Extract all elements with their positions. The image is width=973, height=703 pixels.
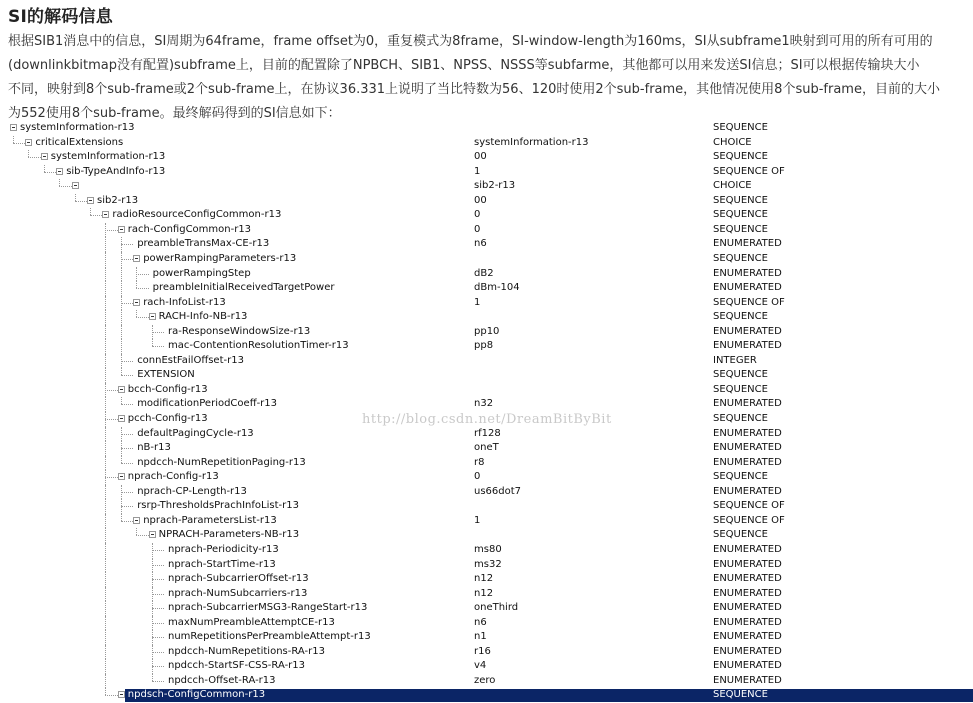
tree-node-name: EXTENSION xyxy=(137,369,195,381)
tree-row[interactable] xyxy=(0,237,973,252)
tree-guide-line xyxy=(105,456,106,471)
tree-row[interactable] xyxy=(0,121,973,136)
tree-branch-line xyxy=(28,157,40,158)
tree-branch-line xyxy=(105,695,117,696)
tree-node-name: nprach-SubcarrierOffset-r13 xyxy=(168,573,309,585)
tree-row[interactable] xyxy=(0,427,973,442)
tree-node-type: SEQUENCE xyxy=(713,151,768,163)
tree-guide-line xyxy=(152,674,153,681)
tree-guide-line xyxy=(105,485,106,500)
tree-node-value: 1 xyxy=(474,514,481,526)
tree-row[interactable] xyxy=(0,514,973,529)
collapse-toggle-icon[interactable] xyxy=(102,211,109,218)
tree-branch-line xyxy=(121,244,133,245)
tree-branch-line xyxy=(121,434,133,435)
tree-guide-line xyxy=(105,558,106,573)
tree-node-type: ENUMERATED xyxy=(713,485,782,497)
tree-branch-line xyxy=(105,230,117,231)
tree-branch-line xyxy=(121,303,133,304)
paragraph-line: (downlinkbitmap没有配置)subframe上，目前的配置除了NPBCH、SIB1、NPSS、NSSS等subfarme，其他都可以用来发送SI信息；SI可以根据传输块大小 xyxy=(8,58,920,73)
tree-node-value: sib2-r13 xyxy=(474,180,516,192)
tree-row[interactable] xyxy=(0,688,973,703)
tree-row[interactable] xyxy=(0,383,973,398)
tree-guide-line xyxy=(13,136,14,143)
page-title: SI的解码信息 xyxy=(8,7,113,27)
tree-row[interactable] xyxy=(0,223,973,238)
tree-branch-line xyxy=(121,259,133,260)
tree-branch-line xyxy=(152,332,164,333)
tree-node-value: 0 xyxy=(474,223,481,235)
tree-node-value: n32 xyxy=(474,398,494,410)
tree-node-name: sib2-r13 xyxy=(97,194,139,206)
tree-node-type: ENUMERATED xyxy=(713,573,782,585)
tree-guide-line xyxy=(105,237,106,252)
tree-node-type: ENUMERATED xyxy=(713,427,782,439)
tree-node-value: n12 xyxy=(474,587,494,599)
tree-branch-line xyxy=(13,143,25,144)
paragraph-line: 根据SIB1消息中的信息，SI周期为64frame，frame offset为0，重复模式为8frame，SI-window-length为160ms，SI从subframe1映射到可用的所有可用的 xyxy=(8,34,933,49)
tree-node-name: systemInformation-r13 xyxy=(20,122,135,133)
tree-node-name: powerRampingParameters-r13 xyxy=(143,252,297,264)
tree-node-value: oneT xyxy=(474,442,499,454)
tree-branch-line xyxy=(136,317,148,318)
tree-branch-line xyxy=(121,506,133,507)
tree-node-value: n6 xyxy=(474,238,487,250)
tree-node-name: ra-ResponseWindowSize-r13 xyxy=(168,325,311,337)
tree-node-name: radioResourceConfigCommon-r13 xyxy=(112,209,282,221)
collapse-toggle-icon[interactable] xyxy=(118,691,125,698)
tree-node-name: preambleTransMax-CE-r13 xyxy=(137,238,270,250)
tree-guide-line xyxy=(105,354,106,369)
tree-node-name: nB-r13 xyxy=(137,442,171,454)
tree-branch-line xyxy=(152,637,164,638)
tree-node-name: defaultPagingCycle-r13 xyxy=(137,427,254,439)
tree-guide-line xyxy=(121,397,122,404)
tree-branch-line xyxy=(152,346,164,347)
tree-node-name: npdsch-ConfigCommon-r13 xyxy=(127,689,266,701)
tree-guide-line xyxy=(44,165,45,172)
tree-guide-line xyxy=(105,310,106,325)
tree-node-value: 00 xyxy=(474,151,487,163)
tree-node-type: ENUMERATED xyxy=(713,543,782,555)
tree-guide-line xyxy=(121,310,122,325)
tree-node-type: ENUMERATED xyxy=(713,325,782,337)
tree-node-type: ENUMERATED xyxy=(713,282,782,294)
collapse-toggle-icon[interactable] xyxy=(56,168,63,175)
tree-guide-line xyxy=(121,267,122,282)
tree-node-type: CHOICE xyxy=(713,136,752,148)
tree-node-name: nprach-Config-r13 xyxy=(127,471,219,483)
tree-node-type: ENUMERATED xyxy=(713,587,782,599)
tree-node-value: zero xyxy=(474,674,496,686)
tree-node-type: SEQUENCE xyxy=(713,223,768,235)
tree-branch-line xyxy=(121,448,133,449)
tree-row[interactable] xyxy=(0,179,973,194)
tree-row[interactable] xyxy=(0,601,973,616)
tree-guide-line xyxy=(121,514,122,521)
collapse-toggle-icon[interactable] xyxy=(133,255,140,262)
tree-guide-line xyxy=(59,179,60,186)
paragraph-line: 为552使用8个sub-frame。最终解码得到的SI信息如下： xyxy=(8,106,341,121)
tree-guide-line xyxy=(105,427,106,442)
tree-node-name: numRepetitionsPerPreambleAttempt-r13 xyxy=(168,631,371,643)
tree-branch-line xyxy=(136,535,148,536)
tree-branch-line xyxy=(105,477,117,478)
collapse-toggle-icon[interactable] xyxy=(118,386,125,393)
tree-row[interactable] xyxy=(0,325,973,340)
watermark: http://blog.csdn.net/DreamBitByBit xyxy=(362,412,612,427)
tree-row[interactable] xyxy=(0,616,973,631)
tree-node-name: nprach-ParametersList-r13 xyxy=(143,514,277,526)
tree-node-type: SEQUENCE xyxy=(713,194,768,206)
tree-row[interactable] xyxy=(0,528,973,543)
collapse-toggle-icon[interactable] xyxy=(133,299,140,306)
tree-node-type: SEQUENCE OF xyxy=(713,514,785,526)
tree-node-type: ENUMERATED xyxy=(713,631,782,643)
tree-node-type: SEQUENCE OF xyxy=(713,296,785,308)
tree-row[interactable] xyxy=(0,397,973,412)
tree-node-value: 00 xyxy=(474,194,487,206)
tree-branch-line xyxy=(152,550,164,551)
tree-branch-line xyxy=(75,201,87,202)
tree-row[interactable] xyxy=(0,354,973,369)
tree-node-type: ENUMERATED xyxy=(713,674,782,686)
tree-branch-line xyxy=(152,565,164,566)
tree-node-name: modificationPeriodCoeff-r13 xyxy=(137,398,278,410)
tree-branch-line xyxy=(152,666,164,667)
tree-node-value: pp8 xyxy=(474,340,494,352)
tree-row[interactable] xyxy=(0,485,973,500)
tree-guide-line xyxy=(105,659,106,674)
tree-row[interactable] xyxy=(0,572,973,587)
tree-guide-line xyxy=(105,296,106,311)
tree-branch-line xyxy=(152,608,164,609)
tree-node-value: dBm-104 xyxy=(474,282,520,294)
tree-node-name: systemInformation-r13 xyxy=(50,151,166,163)
tree-node-value: dB2 xyxy=(474,267,494,279)
collapse-toggle-icon[interactable] xyxy=(149,531,156,538)
tree-node-type: ENUMERATED xyxy=(713,238,782,250)
tree-branch-line xyxy=(152,594,164,595)
tree-node-value: r16 xyxy=(474,645,491,657)
collapse-toggle-icon[interactable] xyxy=(149,313,156,320)
tree-guide-line xyxy=(105,339,106,354)
tree-branch-line xyxy=(121,463,133,464)
tree-row[interactable] xyxy=(0,587,973,602)
tree-node-type: SEQUENCE xyxy=(713,209,768,221)
tree-guide-line xyxy=(105,688,106,695)
collapse-toggle-icon[interactable] xyxy=(133,517,140,524)
tree-guide-line xyxy=(75,194,76,201)
tree-row[interactable] xyxy=(0,659,973,674)
tree-node-type: SEQUENCE xyxy=(713,471,768,483)
tree-node-value: v4 xyxy=(474,660,487,672)
tree-node-type: INTEGER xyxy=(713,354,757,366)
tree-branch-line xyxy=(152,579,164,580)
paragraph-line: 不同，映射到8个sub-frame或2个sub-frame上，在协议36.331上说明了当比特数为56、120时使用2个sub-frame，其他情况使用8个sub-frame，目前的大小 xyxy=(8,82,940,97)
tree-node-type: ENUMERATED xyxy=(713,558,782,570)
tree-node-name: criticalExtensions xyxy=(35,136,124,148)
collapse-toggle-icon[interactable] xyxy=(41,153,48,160)
tree-guide-line xyxy=(105,441,106,456)
tree-guide-line xyxy=(105,267,106,282)
tree-row[interactable] xyxy=(0,310,973,325)
tree-branch-line xyxy=(59,186,71,187)
tree-guide-line xyxy=(105,281,106,296)
tree-guide-line xyxy=(136,281,137,288)
tree-guide-line xyxy=(121,456,122,463)
decoded-si-tree xyxy=(0,121,973,702)
tree-branch-line xyxy=(152,652,164,653)
tree-guide-line xyxy=(105,325,106,340)
tree-node-type: SEQUENCE xyxy=(713,413,768,424)
tree-guide-line xyxy=(105,368,106,383)
tree-row[interactable] xyxy=(0,412,973,427)
tree-guide-line xyxy=(121,339,122,354)
tree-node-value: systemInformation-r13 xyxy=(474,136,589,148)
tree-node-name: sib-TypeAndInfo-r13 xyxy=(66,165,166,177)
tree-node-name: rach-ConfigCommon-r13 xyxy=(127,223,252,235)
tree-node-name: powerRampingStep xyxy=(152,267,251,279)
tree-node-type: SEQUENCE OF xyxy=(713,500,785,512)
tree-branch-line xyxy=(121,521,133,522)
tree-node-type: ENUMERATED xyxy=(713,340,782,352)
tree-node-value: 1 xyxy=(474,296,481,308)
tree-guide-line xyxy=(105,543,106,558)
tree-branch-line xyxy=(121,492,133,493)
tree-node-value: r8 xyxy=(474,456,485,468)
tree-branch-line xyxy=(152,623,164,624)
collapse-toggle-icon[interactable] xyxy=(10,124,17,131)
tree-branch-line xyxy=(44,172,56,173)
tree-guide-line xyxy=(90,208,91,215)
tree-node-type: SEQUENCE xyxy=(713,252,768,264)
tree-node-name: rach-InfoList-r13 xyxy=(143,296,226,308)
tree-guide-line xyxy=(105,514,106,529)
tree-node-type: ENUMERATED xyxy=(713,602,782,614)
tree-node-name: rsrp-ThresholdsPrachInfoList-r13 xyxy=(137,500,299,512)
tree-node-type: SEQUENCE xyxy=(713,122,768,133)
tree-node-value: us66dot7 xyxy=(474,485,522,497)
tree-node-type: ENUMERATED xyxy=(713,442,782,454)
tree-guide-line xyxy=(105,572,106,587)
tree-row[interactable] xyxy=(0,543,973,558)
tree-guide-line xyxy=(121,325,122,340)
collapse-toggle-icon[interactable] xyxy=(25,139,32,146)
tree-guide-line xyxy=(105,645,106,660)
tree-node-name: npdcch-NumRepetitions-RA-r13 xyxy=(168,645,325,657)
tree-branch-line xyxy=(152,681,164,682)
tree-guide-line xyxy=(105,528,106,543)
tree-node-value: n12 xyxy=(474,573,494,585)
tree-node-name: npdcch-StartSF-CSS-RA-r13 xyxy=(168,660,306,672)
tree-branch-line xyxy=(121,361,133,362)
tree-node-name: connEstFailOffset-r13 xyxy=(137,354,244,366)
tree-node-name: NPRACH-Parameters-NB-r13 xyxy=(158,529,300,541)
tree-node-value: 1 xyxy=(474,165,481,177)
tree-node-name: pcch-Config-r13 xyxy=(127,413,208,424)
tree-node-value: n1 xyxy=(474,631,487,643)
tree-guide-line xyxy=(105,616,106,631)
tree-guide-line xyxy=(105,630,106,645)
tree-guide-line xyxy=(105,587,106,602)
tree-row[interactable] xyxy=(0,456,973,471)
tree-row[interactable] xyxy=(0,136,973,151)
tree-row[interactable] xyxy=(0,296,973,311)
tree-node-type: ENUMERATED xyxy=(713,456,782,468)
tree-node-value: rf128 xyxy=(474,427,501,439)
tree-node-name: npdcch-NumRepetitionPaging-r13 xyxy=(137,456,306,468)
tree-branch-line xyxy=(105,390,117,391)
tree-row[interactable] xyxy=(0,558,973,573)
tree-node-type: SEQUENCE xyxy=(713,311,768,323)
tree-guide-line xyxy=(152,339,153,346)
collapse-toggle-icon[interactable] xyxy=(72,182,79,189)
tree-guide-line xyxy=(105,397,106,412)
tree-guide-line xyxy=(136,310,137,317)
tree-branch-line xyxy=(105,419,117,420)
tree-node-name: nprach-StartTime-r13 xyxy=(168,558,276,570)
tree-row[interactable] xyxy=(0,281,973,296)
tree-row[interactable] xyxy=(0,194,973,209)
tree-guide-line xyxy=(136,528,137,535)
tree-node-type: SEQUENCE xyxy=(713,529,768,541)
tree-guide-line xyxy=(121,281,122,296)
tree-node-name: nprach-Periodicity-r13 xyxy=(168,543,279,555)
tree-node-value: 0 xyxy=(474,471,481,483)
description-paragraph xyxy=(8,30,968,126)
tree-node-type: CHOICE xyxy=(713,180,752,192)
tree-node-name: npdcch-Offset-RA-r13 xyxy=(168,674,276,686)
tree-guide-line xyxy=(121,368,122,375)
tree-row[interactable] xyxy=(0,252,973,267)
tree-node-name: RACH-Info-NB-r13 xyxy=(158,311,248,323)
tree-node-value: ms32 xyxy=(474,558,502,570)
tree-node-value: n6 xyxy=(474,616,487,628)
tree-branch-line xyxy=(121,375,133,376)
tree-row[interactable] xyxy=(0,499,973,514)
tree-row[interactable] xyxy=(0,165,973,180)
tree-node-type: SEQUENCE OF xyxy=(713,165,785,177)
tree-row[interactable] xyxy=(0,441,973,456)
tree-row[interactable] xyxy=(0,368,973,383)
tree-row[interactable] xyxy=(0,470,973,485)
tree-guide-line xyxy=(105,499,106,514)
tree-node-name: bcch-Config-r13 xyxy=(127,383,208,395)
tree-row[interactable] xyxy=(0,630,973,645)
tree-node-name: nprach-CP-Length-r13 xyxy=(137,485,247,497)
collapse-toggle-icon[interactable] xyxy=(87,197,94,204)
tree-guide-line xyxy=(105,252,106,267)
tree-node-name: maxNumPreambleAttemptCE-r13 xyxy=(168,616,335,628)
tree-node-value: 0 xyxy=(474,209,481,221)
tree-node-name: nprach-NumSubcarriers-r13 xyxy=(168,587,308,599)
tree-node-value: oneThird xyxy=(474,602,519,614)
tree-row[interactable] xyxy=(0,339,973,354)
tree-node-type: ENUMERATED xyxy=(713,267,782,279)
tree-node-name: nprach-SubcarrierMSG3-RangeStart-r13 xyxy=(168,602,368,614)
tree-guide-line xyxy=(105,601,106,616)
tree-node-name: preambleInitialReceivedTargetPower xyxy=(152,282,335,294)
tree-branch-line xyxy=(136,274,148,275)
tree-node-type: SEQUENCE xyxy=(713,383,768,395)
tree-guide-line xyxy=(105,674,106,689)
tree-node-type: SEQUENCE xyxy=(713,689,768,701)
collapse-toggle-icon[interactable] xyxy=(118,226,125,233)
tree-node-type: ENUMERATED xyxy=(713,660,782,672)
tree-guide-line xyxy=(28,150,29,157)
tree-node-name: mac-ContentionResolutionTimer-r13 xyxy=(168,340,349,352)
tree-row[interactable] xyxy=(0,267,973,282)
tree-node-type: ENUMERATED xyxy=(713,616,782,628)
tree-row[interactable] xyxy=(0,150,973,165)
tree-row[interactable] xyxy=(0,645,973,660)
tree-node-type: SEQUENCE xyxy=(713,369,768,381)
tree-branch-line xyxy=(136,288,148,289)
collapse-toggle-icon[interactable] xyxy=(118,415,125,422)
tree-node-value: pp10 xyxy=(474,325,500,337)
tree-node-value: ms80 xyxy=(474,543,502,555)
tree-node-type: ENUMERATED xyxy=(713,398,782,410)
collapse-toggle-icon[interactable] xyxy=(118,473,125,480)
tree-node-type: ENUMERATED xyxy=(713,645,782,657)
tree-row[interactable] xyxy=(0,208,973,223)
tree-branch-line xyxy=(90,215,102,216)
tree-row[interactable] xyxy=(0,674,973,689)
tree-branch-line xyxy=(121,404,133,405)
